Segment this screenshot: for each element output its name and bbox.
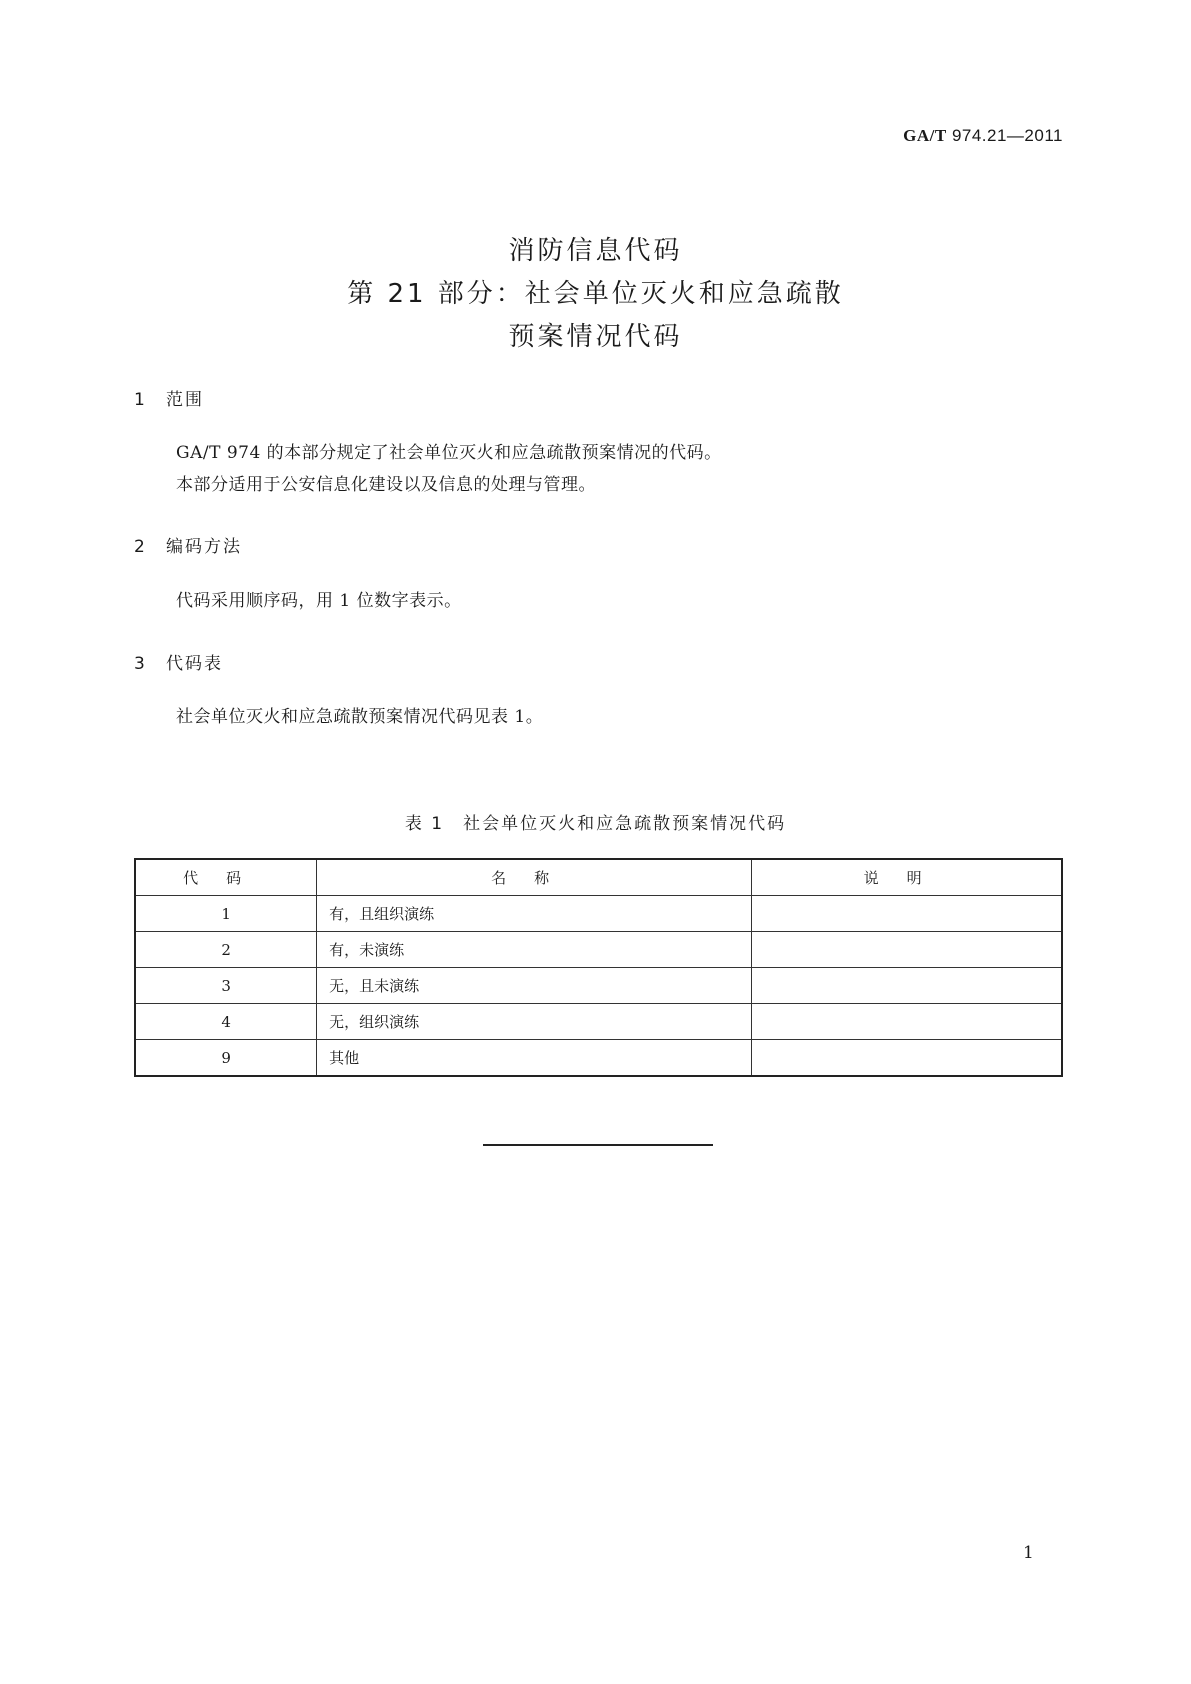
section-title: 范围 bbox=[166, 390, 204, 410]
standard-code bbox=[903, 126, 1063, 146]
table-header-row bbox=[135, 859, 1062, 896]
section-paragraph: 社会单位灭火和应急疏散预案情况代码见表 1。 bbox=[176, 707, 544, 727]
table-row bbox=[135, 1040, 1062, 1077]
section-number: 1 bbox=[134, 390, 147, 410]
section-title: 编码方法 bbox=[166, 537, 242, 557]
table-row bbox=[135, 896, 1062, 932]
section-paragraph: 本部分适用于公安信息化建设以及信息的处理与管理。 bbox=[176, 475, 596, 495]
column-header-note: 说明 bbox=[752, 859, 1062, 896]
code-cell: 4 bbox=[135, 1004, 317, 1040]
section-heading-scope bbox=[134, 385, 204, 410]
standard-code-prefix: GA/T bbox=[903, 126, 947, 145]
table-row bbox=[135, 968, 1062, 1004]
document-title-line-3: 预案情况代码 bbox=[508, 322, 683, 352]
section-paragraph: GA/T 974 的本部分规定了社会单位灭火和应急疏散预案情况的代码。 bbox=[176, 443, 722, 463]
name-cell: 其他 bbox=[317, 1040, 752, 1077]
code-cell: 2 bbox=[135, 932, 317, 968]
note-cell bbox=[752, 1004, 1062, 1040]
column-header-name: 名称 bbox=[317, 859, 752, 896]
note-cell bbox=[752, 1040, 1062, 1077]
section-heading-coding-method bbox=[134, 532, 242, 557]
name-cell: 有，未演练 bbox=[317, 932, 752, 968]
table-caption: 表 1 社会单位灭火和应急疏散预案情况代码 bbox=[404, 814, 787, 834]
note-cell bbox=[752, 968, 1062, 1004]
name-cell: 有，且组织演练 bbox=[317, 896, 752, 932]
note-cell bbox=[752, 932, 1062, 968]
standard-code-number: 974.21—2011 bbox=[951, 126, 1063, 145]
document-title-line-2: 第 21 部分：社会单位灭火和应急疏散 bbox=[347, 279, 844, 309]
name-cell: 无，组织演练 bbox=[317, 1004, 752, 1040]
section-heading-code-table bbox=[134, 649, 223, 674]
code-cell: 3 bbox=[135, 968, 317, 1004]
section-number: 2 bbox=[134, 537, 147, 557]
section-number: 3 bbox=[134, 654, 147, 674]
note-cell bbox=[752, 896, 1062, 932]
end-of-document-rule bbox=[483, 1144, 713, 1146]
table-row bbox=[135, 932, 1062, 968]
table-row bbox=[135, 1004, 1062, 1040]
code-cell: 1 bbox=[135, 896, 317, 932]
code-cell: 9 bbox=[135, 1040, 317, 1077]
document-title-line-1: 消防信息代码 bbox=[508, 236, 683, 266]
column-header-code: 代码 bbox=[135, 859, 317, 896]
section-paragraph: 代码采用顺序码，用 1 位数字表示。 bbox=[176, 591, 462, 611]
code-table bbox=[134, 858, 1063, 1077]
section-title: 代码表 bbox=[166, 654, 223, 674]
name-cell: 无，且未演练 bbox=[317, 968, 752, 1004]
page-number: 1 bbox=[1023, 1543, 1034, 1563]
